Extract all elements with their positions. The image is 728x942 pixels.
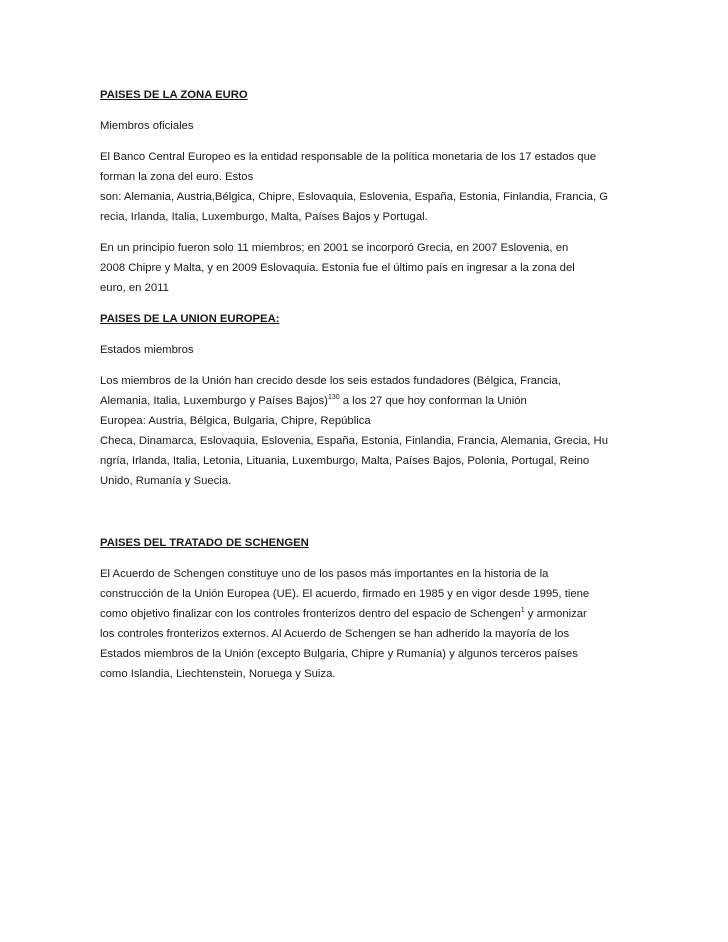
text-line [100,391,628,411]
text-fragment: Alemania, Italia, Luxemburgo y Países Bajos) [100,395,328,407]
paragraph-euro-history [100,238,628,298]
text-line: recia, Irlanda, Italia, Luxemburgo, Malta, Países Bajos y Portugal. [100,211,428,223]
footnote-marker: 130 [327,394,340,401]
text-line: euro, en 2011 [100,282,169,294]
text-line: Estados miembros de la Unión (excepto Bulgaria, Chipre y Rumanía) y algunos terceros países [100,648,578,660]
footnote-marker: 1 [520,607,525,614]
text-line: construcción de la Unión Europea (UE). El acuerdo, firmado en 1985 y en vigor desde 1995, tiene [100,588,590,600]
text-line: forman la zona del euro. Estos [100,171,254,183]
text-line: El Acuerdo de Schengen constituye uno de los pasos más importantes en la historia de la [100,568,549,580]
text-fragment: como objetivo finalizar con los controles fronterizos dentro del espacio de Schengen [100,608,521,620]
text-line: Los miembros de la Unión han crecido desde los seis estados fundadores (Bélgica, Francia, [100,375,561,387]
heading-european-union: PAISES DE LA UNION EUROPEA: [100,313,280,325]
text-line [100,604,628,624]
text-line: 2008 Chipre y Malta, y en 2009 Eslovaquia. Estonia fue el último país en ingresar a la zona del [100,262,575,274]
paragraph-schengen [100,564,628,684]
text-line: Checa, Dinamarca, Eslovaquia, Eslovenia, España, Estonia, Finlandia, Francia, Alemania, Grecia, Hu [100,435,608,447]
text-line: Unido, Rumanía y Suecia. [100,475,232,487]
text-line: son: Alemania, Austria,Bélgica, Chipre, Eslovaquia, Eslovenia, España, Estonia, Finlandia, Francia, G [100,191,609,203]
heading-euro-zone: PAISES DE LA ZONA EURO [100,89,248,101]
paragraph-euro-bce [100,147,628,227]
text-line: como Islandia, Liechtenstein, Noruega y Suiza. [100,668,336,680]
text-line: ngría, Irlanda, Italia, Letonia, Lituania, Luxemburgo, Malta, Países Bajos, Polonia, Portugal, Reino [100,455,590,467]
subtitle-ue-members: Estados miembros [100,344,194,356]
text-line: El Banco Central Europeo es la entidad responsable de la política monetaria de los 17 estados que [100,151,597,163]
text-fragment: a los 27 que hoy conforman la Unión [339,395,527,407]
subtitle-euro-members: Miembros oficiales [100,120,194,132]
text-line: En un principio fueron solo 11 miembros; en 2001 se incorporó Grecia, en 2007 Eslovenia, en [100,242,569,254]
paragraph-ue-members [100,371,628,491]
heading-schengen: PAISES DEL TRATADO DE SCHENGEN [100,537,309,549]
text-line: los controles fronterizos externos. Al Acuerdo de Schengen se han adherido la mayoría de los [100,628,570,640]
blank-line [100,502,628,533]
document-page [100,85,628,695]
text-fragment: y armonizar [524,608,587,620]
text-line: Europea: Austria, Bélgica, Bulgaria, Chipre, República [100,415,371,427]
